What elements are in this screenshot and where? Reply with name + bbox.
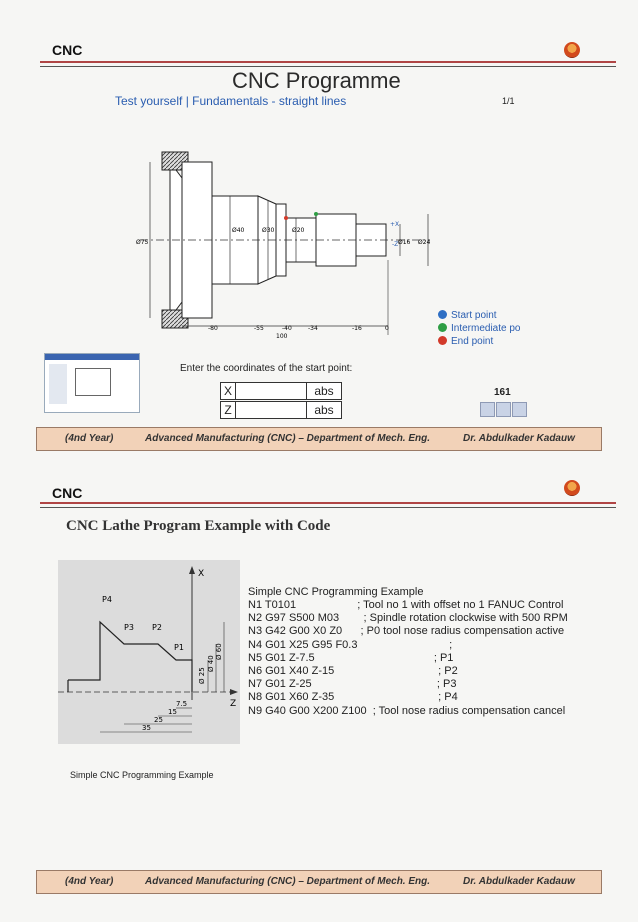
dim-d75: Ø75 xyxy=(136,239,149,246)
header-rule xyxy=(40,61,616,63)
dim-d16: Ø16 xyxy=(398,239,411,246)
intermediate-point-icon xyxy=(438,323,447,332)
coordinate-prompt: Enter the coordinates of the start point: xyxy=(180,363,353,374)
slide2-header: CNC xyxy=(52,485,83,501)
dim-xm40: -40 xyxy=(282,325,292,332)
footer-year-2: (4nd Year) xyxy=(65,876,114,887)
code-line: N9 G40 G00 X200 Z100 ; Tool nose radius compensation cancel xyxy=(248,704,566,717)
code-block xyxy=(248,599,568,718)
fig-axis-x: X xyxy=(198,569,205,579)
code-line: N8 G01 X60 Z-35 ; P4 xyxy=(248,691,458,704)
fig-d25: Ø 25 xyxy=(198,667,206,684)
logo-icon-2 xyxy=(564,480,580,496)
code-line: N3 G42 G00 X0 Z0 ; P0 tool nose radius compensation active xyxy=(248,625,565,638)
legend-end: End point xyxy=(438,336,493,347)
slide1-title: CNC Programme xyxy=(232,68,401,93)
axis-z-label: Z xyxy=(220,401,236,419)
dim-xm34: -34 xyxy=(308,325,318,332)
fig-axis-z: Z xyxy=(230,699,237,709)
intermediate-point-marker xyxy=(314,212,318,216)
footer-author: Dr. Abdulkader Kadauw xyxy=(463,433,575,444)
nav-first-button[interactable] xyxy=(480,402,495,417)
axis-x-label: X xyxy=(220,382,236,400)
footer-year: (4nd Year) xyxy=(65,433,114,444)
dim-d24: Ø24 xyxy=(418,239,431,246)
dim-xm80: -80 xyxy=(208,325,218,332)
code-line: N5 G01 Z-7.5 ; P1 xyxy=(248,651,454,664)
slide1-footer xyxy=(36,427,602,451)
nav-prev-button[interactable] xyxy=(496,402,511,417)
dim-x0: 0 xyxy=(385,325,389,332)
header-rule-thin xyxy=(40,66,616,67)
code-title: Simple CNC Programming Example xyxy=(248,586,424,598)
fig-p2: P2 xyxy=(152,623,162,632)
fig-d60: Ø 60 xyxy=(215,643,223,660)
fig-p3: P3 xyxy=(124,623,134,632)
footer-center: Advanced Manufacturing (CNC) – Department of Mech. Eng. xyxy=(145,433,431,444)
fig-l35: 35 xyxy=(142,724,151,732)
dim-xm16: -16 xyxy=(352,325,362,332)
header-rule-2 xyxy=(40,502,616,504)
z-input[interactable] xyxy=(235,401,307,419)
code-line: N7 G01 Z-25 ; P3 xyxy=(248,678,457,691)
dim-xm55: -55 xyxy=(254,325,264,332)
dim-d30: Ø30 xyxy=(262,227,275,234)
legend-start: Start point xyxy=(438,310,497,321)
page-indicator: 1/1 xyxy=(502,96,515,106)
x-mode: abs xyxy=(306,382,342,400)
fig-p1: P1 xyxy=(174,643,184,652)
fig-l25: 25 xyxy=(154,716,163,724)
x-input[interactable] xyxy=(235,382,307,400)
start-point-icon xyxy=(438,310,447,319)
step-40 xyxy=(212,196,258,284)
fig-p4: P4 xyxy=(102,595,112,604)
end-point-icon xyxy=(438,336,447,345)
code-line: N4 G01 X25 G95 F0.3 ; xyxy=(248,638,453,651)
dim-d20: Ø20 xyxy=(292,227,305,234)
axis-plus-x: +X xyxy=(390,221,400,228)
fig-d40: Ø 40 xyxy=(207,655,215,672)
footer-center-2: Advanced Manufacturing (CNC) – Department of Mech. Eng. xyxy=(145,876,431,887)
shaft-drawing xyxy=(130,140,440,340)
fig-l15: 15 xyxy=(168,708,177,716)
code-line: N2 G97 S500 M03 ; Spindle rotation clockwise with 500 RPM xyxy=(248,612,568,625)
nav-next-button[interactable] xyxy=(512,402,527,417)
slide1-header: CNC xyxy=(52,42,83,58)
thumbnail-preview[interactable] xyxy=(44,353,140,413)
figure-caption: Simple CNC Programming Example xyxy=(70,770,214,780)
slide-counter: 161 xyxy=(494,387,511,398)
dim-d40: Ø40 xyxy=(232,227,245,234)
logo-icon xyxy=(564,42,580,58)
header-rule-thin-2 xyxy=(40,507,616,508)
footer-author-2: Dr. Abdulkader Kadauw xyxy=(463,876,575,887)
fig-l75: 7.5 xyxy=(176,700,188,708)
z-mode: abs xyxy=(306,401,342,419)
axis-minus-z: -Z xyxy=(392,241,399,248)
legend-intermediate: Intermediate po xyxy=(438,323,521,334)
slide1-subtitle: Test yourself | Fundamentals - straight lines xyxy=(115,94,347,108)
lathe-profile-figure xyxy=(58,560,240,744)
code-line: N1 T0101 ; Tool no 1 with offset no 1 FANUC Control xyxy=(248,599,564,611)
slide2-title: CNC Lathe Program Example with Code xyxy=(66,518,331,534)
code-line: N6 G01 X40 Z-15 ; P2 xyxy=(248,665,458,678)
slide2-footer xyxy=(36,870,602,894)
end-point-marker xyxy=(284,216,288,220)
dim-total: 100 xyxy=(276,333,288,340)
